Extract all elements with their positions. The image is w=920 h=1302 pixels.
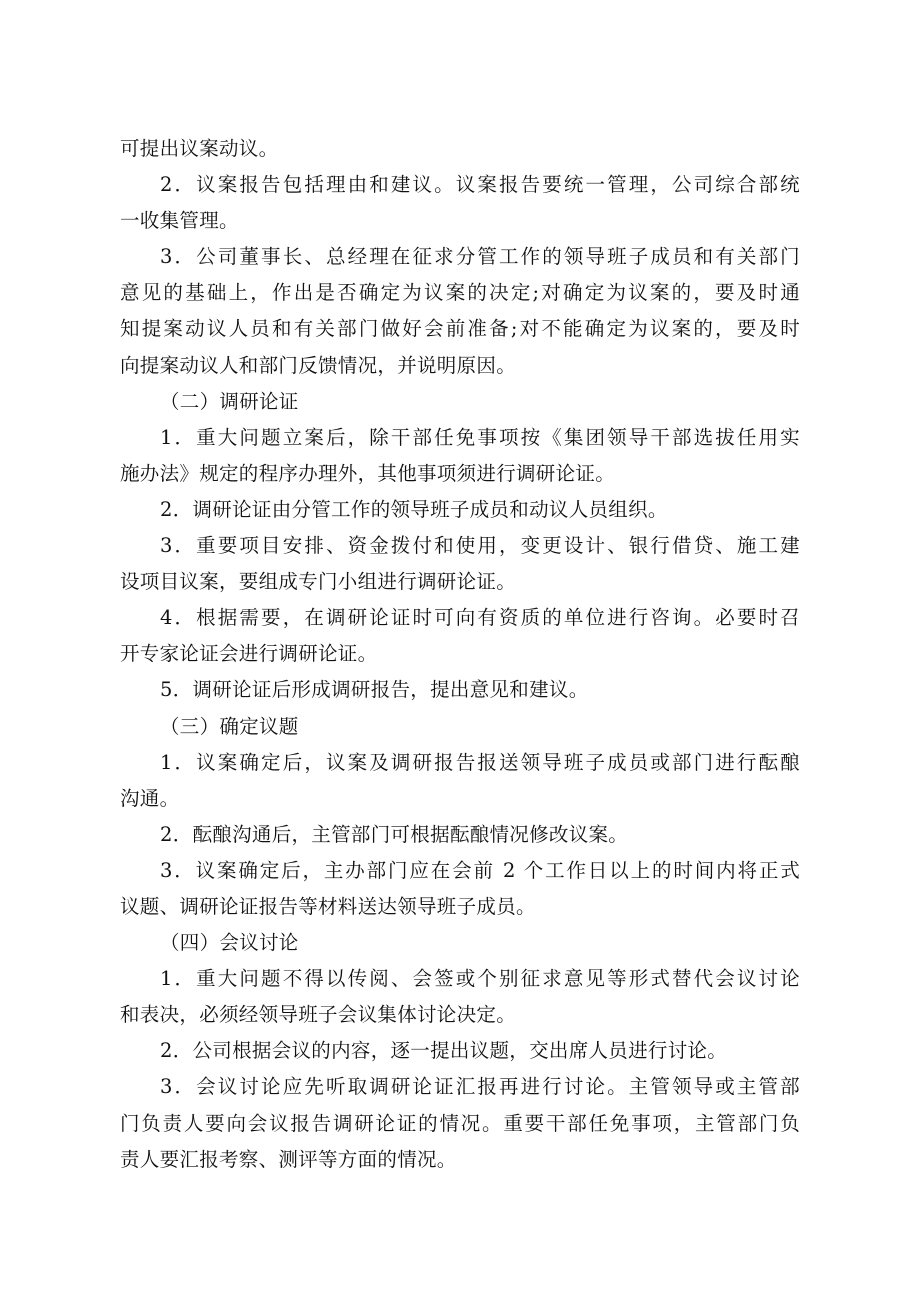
text-line-16: 5．调研论证后形成调研报告，提出意见和建议。 [160, 678, 589, 702]
section-heading-4: （四）会议讨论 [160, 931, 299, 955]
text-line-22: 议题、调研论证报告等材料送达领导班子成员。 [120, 894, 536, 918]
text-line-11: 2．调研论证由分管工作的领导班子成员和动议人员组织。 [160, 497, 668, 521]
text-line-7: 向提案动议人和部门反馈情况，并说明原因。 [120, 353, 517, 377]
text-line-6: 知提案动议人员和有关部门做好会前准备;对不能确定为议案的，要及时 [120, 317, 800, 341]
text-line-1: 可提出议案动议。 [120, 137, 279, 160]
text-line-5: 意见的基础上，作出是否确定为议案的决定;对确定为议案的，要及时通 [120, 281, 800, 305]
text-line-9: 1．重大问题立案后，除干部任免事项按《集团领导干部选拔任用实 [160, 425, 800, 449]
text-line-14: 4．根据需要，在调研论证时可向有资质的单位进行咨询。必要时召 [160, 606, 800, 630]
text-line-24: 1．重大问题不得以传阅、会签或个别征求意见等形式替代会议讨论 [160, 967, 800, 991]
text-line-12: 3．重要项目安排、资金拨付和使用，变更设计、银行借贷、施工建 [160, 534, 800, 558]
document-page [120, 131, 800, 1178]
text-line-3: 一收集管理。 [120, 209, 239, 233]
text-line-15: 开专家论证会进行调研论证。 [120, 642, 378, 666]
text-line-29: 责人要汇报考察、测评等方面的情况。 [120, 1147, 457, 1171]
text-line-10: 施办法》规定的程序办理外，其他事项须进行调研论证。 [120, 461, 616, 485]
text-line-28: 门负责人要向会议报告调研论证的情况。重要干部任免事项，主管部门负 [120, 1111, 800, 1135]
text-line-20: 2．酝酿沟通后，主管部门可根据酝酿情况修改议案。 [160, 822, 629, 846]
section-heading-3: （三）确定议题 [160, 714, 299, 738]
text-line-27: 3．会议讨论应先听取调研论证汇报再进行讨论。主管领导或主管部 [160, 1075, 800, 1099]
text-line-2: 2．议案报告包括理由和建议。议案报告要统一管理，公司综合部统 [160, 173, 800, 197]
text-line-19: 沟通。 [120, 786, 180, 810]
section-heading-2: （二）调研论证 [160, 389, 299, 413]
text-line-13: 设项目议案，要组成专门小组进行调研论证。 [120, 570, 517, 594]
text-line-21: 3．议案确定后，主办部门应在会前 2 个工作日以上的时间内将正式 [160, 858, 800, 882]
text-line-25: 和表决，必须经领导班子会议集体讨论决定。 [120, 1003, 517, 1027]
text-line-18: 1．议案确定后，议案及调研报告报送领导班子成员或部门进行酝酿 [160, 750, 800, 774]
text-line-4: 3．公司董事长、总经理在征求分管工作的领导班子成员和有关部门 [160, 245, 800, 269]
text-line-26: 2．公司根据会议的内容，逐一提出议题，交出席人员进行讨论。 [160, 1039, 728, 1063]
